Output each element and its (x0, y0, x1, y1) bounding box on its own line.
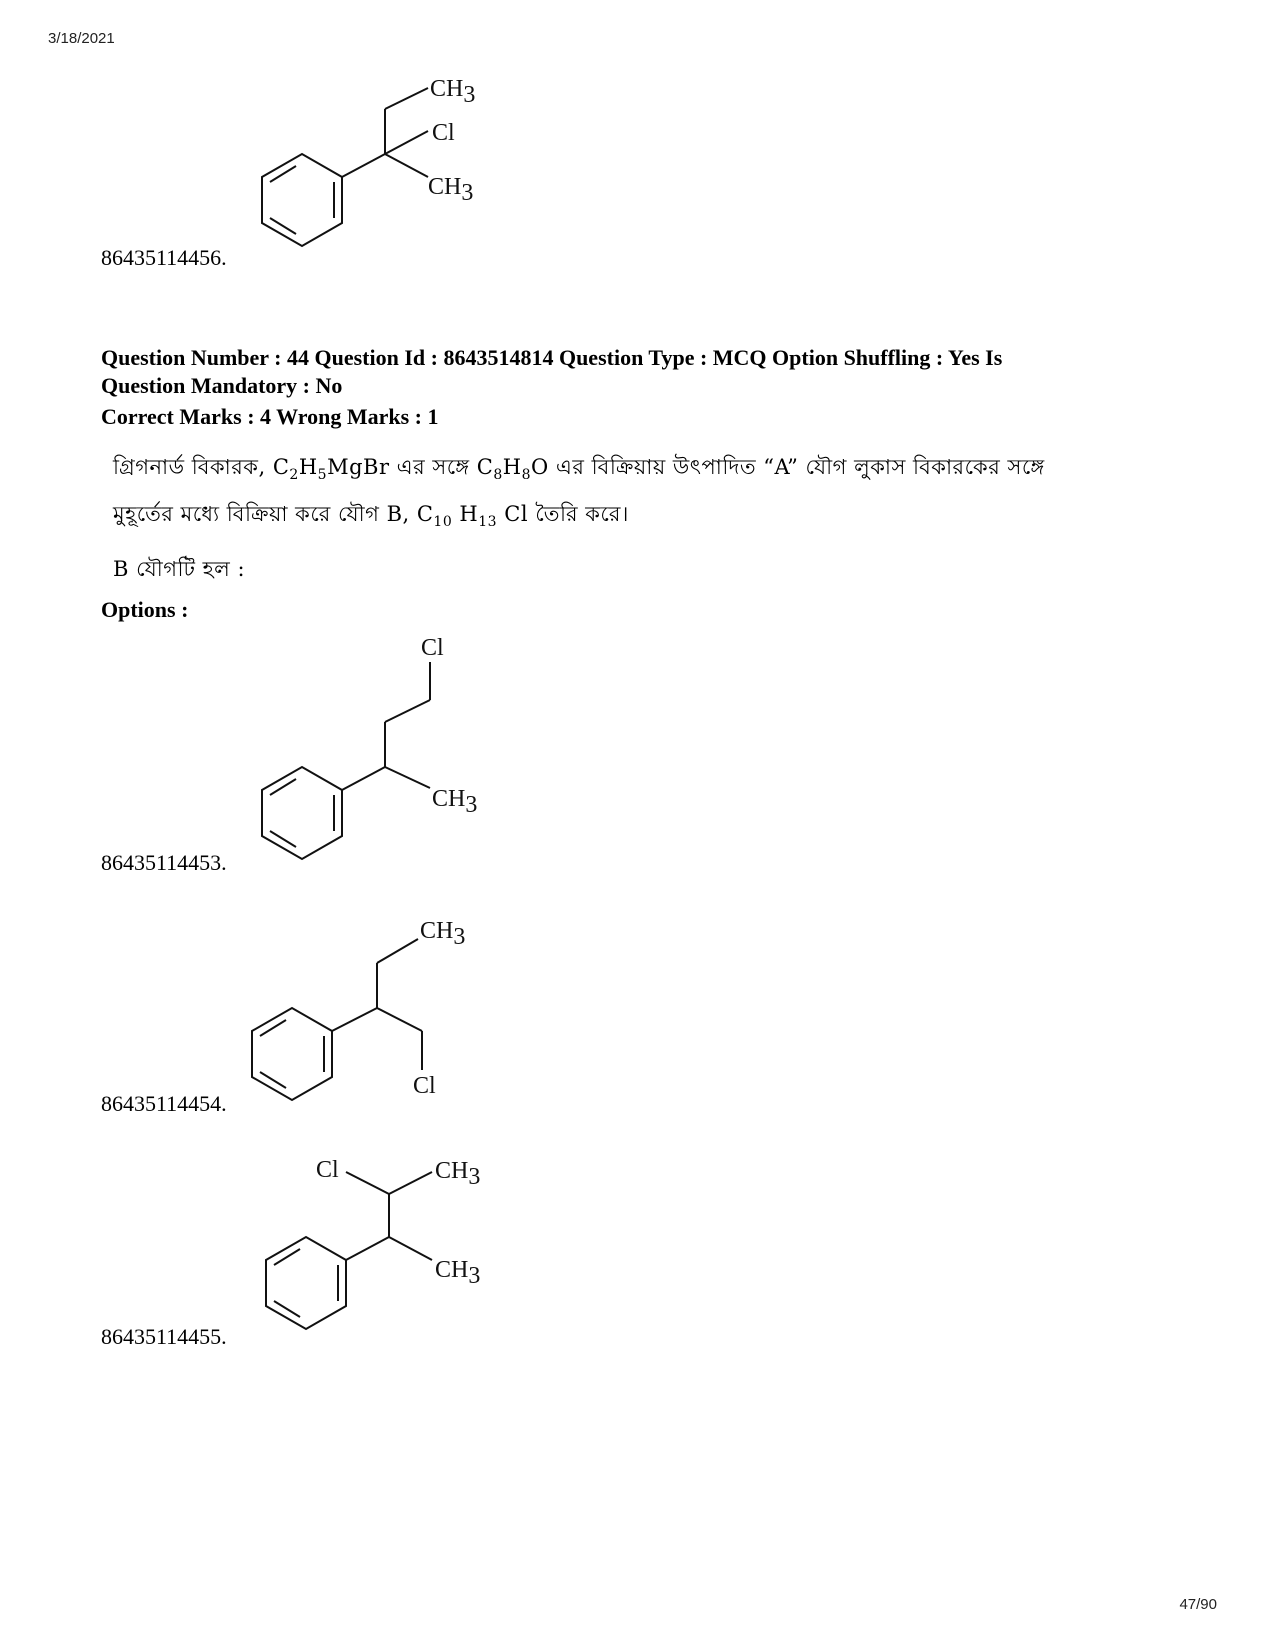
question-meta-line2: Question Mandatory : No (101, 373, 343, 398)
option-id-prev: 86435114456. (101, 245, 227, 270)
benzene-ring (262, 154, 342, 246)
ch3-label: CH3 (435, 1158, 481, 1190)
option-id-1: 86435114453. (101, 850, 227, 875)
cl-label: Cl (413, 1073, 436, 1099)
ch3-label: CH3 (435, 1257, 481, 1289)
structure-prev-option (240, 64, 520, 264)
structure-option-1 (240, 628, 540, 868)
question-stem-line3: B যৌগটি হল : (113, 557, 246, 581)
structure-option-3 (240, 1148, 540, 1348)
ch3-label: CH3 (428, 174, 474, 206)
option-id-2: 86435114454. (101, 1091, 227, 1116)
print-date: 3/18/2021 (48, 30, 115, 47)
ch3-label: CH3 (420, 918, 466, 950)
cl-label: Cl (316, 1157, 339, 1183)
benzene-ring (252, 1008, 332, 1100)
options-label: Options : (101, 597, 189, 622)
cl-label: Cl (432, 120, 455, 146)
question-stem-line2: মুহূর্তের মধ্যে বিক্রিয়া করে যৌগ B, $C_{10}$ $H_{13}$ Cl তৈরি করে। (113, 502, 629, 531)
benzene-ring (262, 767, 342, 859)
option-id-3: 86435114455. (101, 1324, 227, 1349)
page-number: 47/90 (1179, 1596, 1217, 1613)
ch3-label: CH3 (430, 76, 476, 108)
benzene-ring (266, 1237, 346, 1329)
structure-option-2 (232, 905, 532, 1105)
ch3-label: CH3 (432, 786, 478, 818)
question-meta (101, 344, 1002, 400)
question-meta-line1: Question Number : 44 Question Id : 8643514814 Question Type : MCQ Option Shuffling : Yes Is (101, 345, 1003, 370)
question-stem-line1: গ্রিগনার্ড বিকারক, $C_2H_5MgBr$ এর সঙ্গে $C_8H_8O$ এর বিক্রিয়ায় উৎপাদিত “A” যৌগ লুকাস বিকারকের সঙ্গে (113, 455, 1045, 484)
question-marks: Correct Marks : 4 Wrong Marks : 1 (101, 404, 439, 429)
cl-label: Cl (421, 635, 444, 661)
